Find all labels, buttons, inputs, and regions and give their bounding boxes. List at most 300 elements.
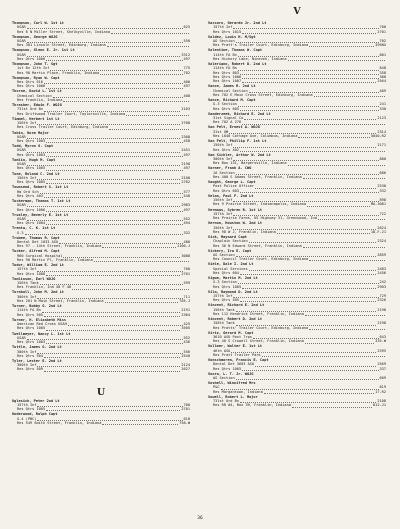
leader-dots: [288, 57, 385, 61]
entry-phone-number: 2624: [377, 225, 386, 230]
entry-detail-line: [208, 148, 386, 152]
entry-detail-text: Res Qtrs 504: [17, 353, 43, 358]
entry-detail-line: [208, 339, 386, 343]
directory-entry: [12, 48, 190, 61]
entry-detail-text: Res Qtrs 1003: [17, 139, 46, 144]
entry-name: Turner, Bobby G. 2nd Lt: [12, 304, 62, 309]
entry-phone-number: 241: [379, 102, 386, 107]
entry-detail-text: Res 97 - 14th Street, Franklin, Indiana: [17, 244, 102, 249]
entry-detail-line: [12, 340, 190, 344]
directory-entry: [12, 345, 190, 358]
leader-dots: [44, 313, 180, 317]
entry-detail-line: [208, 107, 386, 111]
entry-phone-number: 395NX: [375, 43, 386, 48]
entry-name: Virtz, Gerard M. Capt: [208, 330, 254, 335]
entry-detail-text: Res Qtrs 1008: [17, 271, 46, 276]
entry-detail-text: Res Qtrs 405: [213, 298, 239, 303]
leader-dots: [303, 244, 385, 248]
directory-entry: [12, 213, 190, 226]
entry-detail-line: [12, 98, 190, 102]
entry-phone-number: 2903: [377, 284, 386, 289]
entry-detail-text: Res 112 Hendrick Street, Franklin, Indiana: [213, 311, 304, 316]
entry-detail-text: Res Qtrs 1003: [17, 340, 46, 345]
entry-phone-number: 812-J1: [373, 403, 386, 408]
entry-detail-text: Res Qtrs 509: [17, 367, 43, 372]
leader-dots: [46, 272, 180, 276]
entry-detail-text: 300th Inf: [213, 157, 233, 162]
entry-detail-text: Res Qtrs 1006: [17, 207, 46, 212]
entry-name: Vance, James R. 2nd Lt: [208, 84, 256, 89]
leader-dots: [264, 390, 374, 394]
entry-name: Tudor, William E. 2nd Lt: [12, 263, 64, 268]
entry-detail-text: Res 98 Martin Place, Franklin, Indiana: [17, 70, 100, 75]
entry-phone-number: 700: [183, 267, 190, 272]
entry-name: Velan, Paul F. 2nd Lt: [208, 193, 254, 198]
directory-entry: [12, 103, 190, 116]
entry-detail-line: [12, 30, 190, 34]
entry-detail-text: AG Section: [213, 252, 235, 257]
entry-detail-text: Res Qtrs 1007: [213, 79, 242, 84]
entry-detail-line: [12, 208, 190, 212]
entry-name: Thompson, Ryan W. Capt: [12, 75, 60, 80]
leader-dots: [262, 353, 385, 357]
leader-dots: [100, 71, 182, 75]
right-column: [208, 6, 386, 409]
entry-phone-number: 5040-R2: [370, 134, 386, 138]
leader-dots: [46, 326, 180, 330]
entry-detail-line: [208, 367, 386, 371]
entry-phone-number: 2395: [377, 348, 386, 353]
entry-phone-number: 2859: [377, 252, 386, 257]
entry-detail-line: [208, 175, 386, 179]
entry-detail-line: [208, 202, 386, 206]
entry-detail-text: USAR: [17, 25, 26, 30]
section-letter-u: U: [96, 386, 106, 398]
entry-detail-text: 3610 ASU Post Trps: [213, 335, 252, 340]
entry-detail-text: P&C: [213, 385, 220, 390]
entry-detail-text: Chemical Section: [17, 93, 52, 98]
entry-name: Truxley, Beverly E. 1st Lt: [12, 212, 69, 217]
entry-detail-text: 156th Inf: [213, 198, 233, 203]
entry-name: Thompson, Carl W. 1st Lt: [12, 21, 64, 25]
entry-detail-text: Chaplain Section: [213, 239, 248, 244]
entry-detail-text: AG Section: [213, 38, 235, 43]
directory-entry: [12, 412, 190, 425]
entry-detail-line: [12, 194, 190, 198]
entry-detail-line: [208, 189, 386, 193]
leader-dots: [242, 120, 385, 124]
entry-name: Vance, Richard M. Capt: [208, 98, 256, 103]
leader-dots: [307, 202, 370, 206]
entry-detail-text: Res Qtrs 1003: [17, 152, 46, 157]
entry-phone-number: 643: [379, 335, 386, 340]
section-letter-v: V: [293, 6, 301, 17]
directory-entry: [12, 117, 190, 130]
entry-name: Underwood, Ralph Capt: [12, 412, 58, 417]
entry-name: Thrasher, Edwin F. WOJG: [12, 103, 62, 108]
directory-entry: [208, 35, 386, 48]
entry-detail-text: 960 Surgical Hospital: [17, 253, 63, 258]
leader-dots: [236, 376, 379, 380]
entry-detail-text: USAR: [17, 148, 26, 153]
u-entries: [12, 399, 190, 426]
entry-detail-line: [208, 390, 386, 394]
entry-phone-number: 729: [379, 293, 386, 298]
entry-name: Thompson, Glenn E. Jr. 1st Lt: [12, 48, 75, 53]
entry-phone-number: 711: [183, 294, 190, 299]
entry-phone-number: 801: [379, 52, 386, 57]
directory-entry: [12, 131, 190, 144]
entry-phone-number: 2983: [181, 203, 190, 208]
entry-detail-line: [12, 231, 190, 235]
entry-phone-number: 242: [379, 280, 386, 285]
leader-dots: [240, 298, 376, 302]
entry-detail-text: 156th Inf: [213, 143, 233, 148]
entry-detail-line: [12, 166, 190, 170]
leader-dots: [46, 407, 180, 411]
entry-detail-text: Res Qtrs 1006: [17, 84, 46, 89]
entry-phone-number: 497: [183, 56, 190, 61]
leader-dots: [46, 57, 182, 61]
leader-dots: [46, 221, 182, 225]
entry-phone-number: 332: [379, 188, 386, 193]
directory-entry: [12, 21, 190, 34]
leader-dots: [288, 161, 385, 165]
entry-detail-line: [12, 299, 190, 303]
entry-name: Uglesich, Peter 2nd Lt: [12, 398, 60, 403]
v-entries: [208, 21, 386, 408]
entry-name: Turnbull, John M. 2nd Lt: [12, 290, 64, 295]
directory-entry: [208, 98, 386, 111]
entry-phone-number: 330: [379, 106, 386, 111]
entry-detail-line: [12, 112, 190, 116]
entry-phone-number: 436: [183, 340, 190, 345]
directory-entry: [208, 303, 386, 316]
entry-detail-text: Res Qtrs 604: [213, 270, 239, 275]
entry-detail-line: [12, 57, 190, 61]
directory-entry: [12, 263, 190, 276]
entry-detail-text: 1st Bn 12th Inf: [17, 66, 50, 71]
entry-detail-text: American Red Cross USAH: [17, 322, 67, 327]
entry-name: Tobin, Norm Major: [12, 130, 49, 135]
entry-name: Vowell, Robert L. Major: [208, 394, 258, 399]
entry-phone-number: 2304: [181, 312, 190, 317]
directory-entry: [12, 359, 190, 372]
entry-detail-line: [12, 421, 190, 425]
leader-dots: [240, 148, 385, 152]
entry-name: Twellmeyer, Nancy L. 1st Lt: [12, 331, 71, 336]
leader-dots: [318, 216, 385, 220]
entry-name: Tuttle, James G. 2nd Lt: [12, 345, 62, 350]
directory-entry: [12, 199, 190, 212]
entry-phone-number: 700: [183, 402, 190, 407]
directory-entry: [208, 372, 386, 381]
entry-phone-number: 497: [183, 207, 190, 212]
entry-phone-number: 408: [183, 93, 190, 98]
entry-phone-number: 880: [379, 157, 386, 162]
entry-detail-text: Res Qtrs 1005: [213, 366, 242, 371]
entry-detail-line: [208, 79, 386, 83]
entry-phone-number: 3312: [181, 52, 190, 57]
entry-detail-text: Res Qtrs 402: [213, 147, 239, 152]
leader-dots: [102, 244, 176, 248]
entry-name: Vonschmoren, Francis E. Capt: [208, 358, 269, 363]
entry-phone-number: 702: [379, 38, 386, 43]
leader-dots: [46, 166, 182, 170]
entry-phone-number: 758-W: [179, 420, 190, 425]
entry-phone-number: 702: [183, 70, 190, 75]
leader-dots: [46, 208, 182, 212]
entry-detail-line: [12, 153, 190, 157]
entry-detail-text: 158th Tank: [213, 307, 235, 312]
entry-detail-text: Res Franklin, Indiana: [17, 98, 63, 103]
directory-entry: [12, 172, 190, 185]
entry-detail-text: Res Qtrs 1006: [213, 74, 242, 79]
entry-phone-number: 494: [183, 221, 190, 226]
entry-detail-text: 156th Inf: [213, 225, 233, 230]
leader-dots: [94, 258, 189, 262]
entry-detail-line: [208, 230, 386, 234]
entry-detail-text: Res Driftwood Trailer Court, Taylorsville, Indiana: [17, 111, 126, 116]
entry-detail-text: G-3: [17, 230, 24, 235]
entry-name: Varner, Frank A. CWO: [208, 166, 252, 171]
entry-detail-text: Res 702 A 276: [213, 120, 242, 125]
directory-entry: [208, 125, 386, 138]
entry-detail-text: Res 201 N Main Street, Franklin, Indiana: [17, 299, 104, 304]
entry-name: Voshell, Winnifred Mrs: [208, 381, 256, 386]
directory-entry: [12, 304, 190, 317]
leader-dots: [111, 30, 189, 34]
entry-phone-number: 775: [183, 66, 190, 71]
leader-dots: [126, 112, 189, 116]
entry-name: Thompson, John T. Sgt: [12, 62, 58, 67]
entry-detail-text: Res 36 N Edward Street, Franklin, Indiana: [213, 243, 302, 248]
entry-detail-line: [208, 285, 386, 289]
entry-detail-text: USAR: [17, 134, 26, 139]
entry-detail-text: 31st QM: [213, 129, 229, 134]
entry-phone-number: 2108: [377, 399, 386, 404]
entry-detail-text: 31st Signal Co: [213, 116, 244, 121]
entry-detail-line: [208, 403, 386, 407]
entry-phone-number: 2108: [181, 175, 190, 180]
leader-dots: [72, 285, 189, 289]
entry-phone-number: 497: [183, 84, 190, 89]
entry-phone-number: 2569: [377, 362, 386, 367]
entry-phone-number: 2530: [377, 184, 386, 189]
entry-detail-text: Res 98 W J, Franklin, Indiana: [213, 229, 276, 234]
entry-detail-text: Res 1040 Cottage Ave, Columbus, Indiana: [213, 134, 298, 138]
entry-detail-text: Res Qtrs 1005: [17, 180, 46, 185]
entry-detail-text: Res Qtrs 1005: [17, 407, 46, 412]
entry-name: Vaccaro, Gerardo Jr. 2nd Lt: [208, 21, 267, 25]
entry-detail-line: [208, 353, 386, 357]
directory-entry: [12, 144, 190, 157]
entry-phone-number: 625: [183, 25, 190, 30]
directory-entry: [208, 112, 386, 125]
entry-detail-text: 300th Inf: [17, 349, 37, 354]
directory-entry: [208, 153, 386, 166]
entry-detail-line: [208, 30, 386, 34]
entry-detail-text: Res Hickory Lake, Nineveh, Indiana: [213, 56, 287, 61]
entry-name: Tomlin, Hugh M. Capt: [12, 157, 56, 162]
entry-detail-text: Special Services: [213, 266, 248, 271]
directory-entry: [12, 226, 190, 235]
entry-detail-line: [208, 134, 386, 138]
entry-detail-text: Res Pratt Trailer Park: [213, 353, 261, 357]
entry-detail-text: 157th Inf: [17, 402, 37, 407]
leader-dots: [44, 194, 183, 198]
entry-phone-number: 577: [183, 189, 190, 194]
directory-entry: [12, 62, 190, 75]
entry-phone-number: 380: [379, 74, 386, 79]
leader-dots: [242, 79, 376, 83]
entry-phone-number: 556: [183, 349, 190, 354]
entry-phone-number: 2701: [181, 407, 190, 412]
entry-phone-number: 552: [183, 335, 190, 340]
entry-phone-number: 550: [183, 38, 190, 43]
t-entries: [12, 21, 190, 372]
entry-phone-number: 819: [379, 385, 386, 390]
entry-detail-line: [208, 376, 386, 380]
entry-detail-line: [208, 271, 386, 275]
leader-dots: [309, 326, 385, 330]
entry-phone-number: 2308: [181, 134, 190, 139]
entry-detail-text: Res Qtrs 1005: [213, 284, 242, 289]
leader-dots: [305, 312, 385, 316]
directory-entry: [208, 21, 386, 34]
entry-phone-number: 480: [183, 240, 190, 244]
entry-detail-text: G-3 Section: [213, 280, 237, 285]
directory-entry: [208, 84, 386, 97]
entry-phone-number: 2627: [181, 367, 190, 372]
directory-entry: [208, 208, 386, 221]
entry-phone-number: 618: [183, 416, 190, 421]
left-column-spacer: [12, 6, 190, 17]
entry-phone-number: 2123: [377, 116, 386, 121]
entry-detail-text: 300th Inf: [17, 294, 37, 299]
entry-name: Vickery, Ira E. Capt: [208, 248, 252, 253]
directory-entry: [12, 249, 190, 262]
entry-name: Vigue, Martin M. 2nd Lt: [208, 275, 258, 280]
entry-detail-line: [12, 71, 190, 75]
entry-phone-number: 400: [183, 80, 190, 85]
leader-dots: [46, 84, 182, 88]
entry-phone-number: 2198: [377, 307, 386, 312]
directory-entry: [208, 381, 386, 394]
entry-phone-number: 332: [183, 230, 190, 235]
entry-name: Tuckerman, Thomas T. 1st Lt: [12, 198, 71, 203]
entry-detail-text: Res 9 Prairie Street, Indianapolis, Indiana: [213, 202, 307, 207]
entry-detail-text: Res Qtrs 803: [213, 70, 239, 75]
entry-detail-text: G-3 Section: [213, 102, 237, 107]
directory-entry: [12, 318, 190, 331]
entry-name: Valdez, Louis H. M/Sgt: [208, 34, 256, 39]
entry-name: Vermaas, Sybren R. 1st Lt: [208, 207, 263, 212]
entry-phone-number: 700: [379, 25, 386, 30]
entry-phone-number: 2451: [181, 148, 190, 153]
entry-detail-text: Dental Det 1033 ASU: [17, 240, 59, 244]
entry-detail-text: Dental Det 3603 ASU: [213, 362, 255, 367]
entry-phone-number: 2171: [377, 143, 386, 148]
entry-name: Turner, H. Elizabeth Miss: [12, 317, 67, 322]
entry-detail-line: [12, 354, 190, 358]
entry-phone-number: 2702: [181, 180, 190, 185]
entry-phone-number: 17-R2: [375, 389, 386, 394]
entry-detail-line: [208, 326, 386, 330]
entry-phone-number: 848: [379, 66, 386, 71]
entry-detail-text: Res Qtrs 1015: [213, 29, 242, 34]
entry-phone-number: 458: [183, 139, 190, 144]
entry-detail-text: 731st Ord Bn: [17, 107, 43, 112]
entry-detail-text: USAR: [17, 162, 26, 167]
entry-detail-line: [12, 285, 190, 289]
entry-detail-text: 156th Tank: [17, 281, 39, 286]
entry-detail-text: Res Franklin, Ind 40 F 40: [17, 285, 72, 290]
entry-phone-number: 552: [183, 216, 190, 221]
entry-name: Vanderzeek, Richard E. 2nd Lt: [208, 111, 271, 116]
entry-detail-text: AG Section: [213, 376, 235, 381]
directory-entry: [208, 62, 386, 83]
entry-detail-line: [12, 221, 190, 225]
entry-detail-text: Res Pratts' Trailer Court, Edinburg, Indiana: [213, 325, 309, 330]
leader-dots: [107, 43, 189, 47]
entry-detail-line: [12, 272, 190, 276]
page-number: 36: [197, 516, 203, 521]
directory-entry: [208, 262, 386, 275]
entry-phone-number: 2456: [377, 270, 386, 275]
directory-entry: [12, 35, 190, 48]
entry-detail-line: [12, 125, 190, 129]
entry-detail-line: [208, 120, 386, 124]
entry-name: Trenta, C. K. 1st Lt: [12, 226, 56, 231]
entry-phone-number: 2483: [377, 266, 386, 271]
leader-dots: [303, 175, 385, 179]
entry-name: Tyler, Lester E. 2nd Lt: [12, 358, 62, 363]
entry-phone-number: 3505: [181, 326, 190, 331]
directory-entry: [12, 185, 190, 198]
entry-phone-number: 2326: [377, 298, 386, 303]
entry-phone-number: 2198: [377, 321, 386, 326]
directory-entry: [208, 395, 386, 408]
entry-name: Thompson, George WOJG: [12, 34, 58, 39]
entry-phone-number: 686: [379, 170, 386, 175]
leader-dots: [240, 107, 379, 111]
leader-dots: [109, 125, 189, 129]
entry-detail-line: [208, 312, 386, 316]
entry-name: Todd, Myron G. Capt: [12, 144, 54, 149]
entry-detail-text: Res Prairie Farms, US Highway 31, Greenwood, Ind: [213, 216, 317, 221]
entry-phone-number: 609: [379, 376, 386, 381]
entry-detail-text: Res Qtrs 1006: [17, 56, 46, 61]
leader-dots: [314, 93, 385, 97]
entry-name: Vick, Maynard Capt: [208, 234, 247, 239]
entry-detail-text: Res 6 N Miller Street, Shelbyville, Indiana: [17, 29, 111, 34]
entry-detail-text: Res RR #4, Box 39, Franklin, Indiana: [213, 403, 291, 408]
directory-entry: [208, 344, 386, 357]
section-gap: [12, 373, 190, 387]
leader-dots: [309, 257, 385, 261]
entry-name: Vollmer, Walter E. 1st Lt: [208, 344, 263, 349]
entry-detail-text: Res Qtrs 605: [213, 106, 239, 111]
entry-detail-line: [208, 257, 386, 261]
entry-phone-number: 358: [379, 70, 386, 75]
entry-name: Thorne, David L. 1st Lt: [12, 89, 62, 94]
directory-entry: [208, 276, 386, 289]
entry-phone-number: 2124: [181, 363, 190, 368]
entry-phone-number: 2701: [181, 271, 190, 276]
entry-detail-text: USAR: [17, 335, 26, 340]
entry-phone-number: 425: [183, 322, 190, 327]
